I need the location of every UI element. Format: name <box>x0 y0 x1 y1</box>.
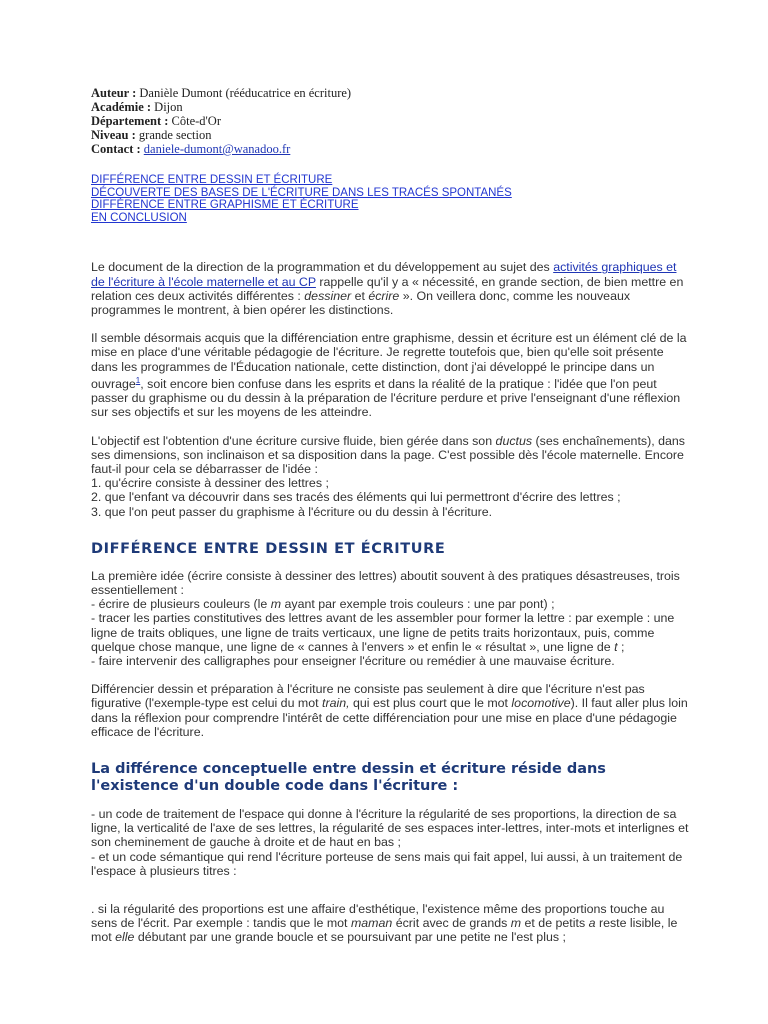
contact-line: Contact : daniele-dumont@wanadoo.fr <box>91 142 291 156</box>
document-metadata <box>91 86 691 156</box>
level-line: Niveau : grande section <box>91 128 212 142</box>
intro-paragraph-3: L'objectif est l'obtention d'une écriture cursive fluide, bien gérée dans son ductus (ses enchaînements), dans ses dimensions, son inclinaison et sa disposition dans la page. C'est possible dès l'école maternelle. Encore faut-il pour cela se débarrasser de l'idée : 1. qu'écrire consiste à dessiner des lettres ; 2. que l'enfant va découvrir dans ses tracés des éléments qui lui permettront d'écrire des lettres ; 3. que l'on peut passer du graphisme à l'écriture ou du dessin à l'écriture. <box>91 433 685 519</box>
footnote-link[interactable]: 1 <box>135 375 141 385</box>
toc-link-dessin-ecriture[interactable]: DIFFÉRENCE ENTRE DESSIN ET ÉCRITURE <box>91 174 333 186</box>
contact-email-link[interactable]: daniele-dumont@wanadoo.fr <box>143 142 291 156</box>
academy-line: Académie : Dijon <box>91 100 183 114</box>
toc-link-conclusion[interactable]: EN CONCLUSION <box>91 211 187 224</box>
list-item: 2. que l'enfant va découvrir dans ses tracés des éléments qui lui permettront d'écrire des lettres ; <box>91 490 621 505</box>
toc-link-decouverte[interactable]: DÉCOUVERTE DES BASES DE L'ÉCRITURE DANS LES TRACÉS SPONTANÉS <box>91 186 512 199</box>
subsection-heading-double-code: La différence conceptuelle entre dessin et écriture réside dans l'existence d'un double code dans l'écriture : <box>91 760 606 794</box>
section-heading-dessin-ecriture: DIFFÉRENCE ENTRE DESSIN ET ÉCRITURE <box>91 540 446 557</box>
author-line: Auteur : Danièle Dumont (rééducatrice en écriture) <box>91 86 352 100</box>
department-line: Département : Côte-d'Or <box>91 114 221 128</box>
toc-link-graphisme-ecriture[interactable]: DIFFÉRENCE ENTRE GRAPHISME ET ÉCRITURE <box>91 199 359 212</box>
table-of-contents <box>91 174 691 224</box>
section2-paragraph-1: - un code de traitement de l'espace qui donne à l'écriture la régularité de ses proportions, la direction de sa ligne, la verticalité de l'axe de ses lettres, la régularité de ses espaces inter-lettres, inter-mots et interlignes et son cheminement de gauche à droite et de haut en bas ; - et un code sémantique qui rend l'écriture porteuse de sens mais qui fait appel, lui aussi, à un traitement de l'espace à plusieurs titres : <box>91 806 689 878</box>
section1-paragraph-2: Différencier dessin et préparation à l'écriture ne consiste pas seulement à dire que l'écriture n'est pas figurative (l'exemple-type est celui du mot train, qui est plus court que le mot locomotive). Il faut aller plus loin dans la réflexion pour comprendre l'intérêt de cette différenciation pour une mise en place d'une pédagogie efficace de l'écriture. <box>91 682 688 739</box>
intro-paragraph-1: Le document de la direction de la programmation et du développement au sujet des activités graphiques et de l'écriture à l'école maternelle et au CP rappelle qu'il y a « nécessité, en grande section, de bien mettre en relation ces deux activités différentes : dessiner et écrire ». On veillera donc, comme les nouveaux programmes le montrent, à bien opérer les distinctions. <box>91 260 684 317</box>
list-item: 1. qu'écrire consiste à dessiner des lettres ; <box>91 476 329 491</box>
list-item: 3. que l'on peut passer du graphisme à l'écriture ou du dessin à l'écriture. <box>91 504 493 519</box>
activites-graphiques-link[interactable]: activités graphiques et de l'écriture à l'école maternelle et au CP <box>91 260 677 289</box>
intro-paragraph-2: Il semble désormais acquis que la différenciation entre graphisme, dessin et écriture est un élément clé de la mise en place d'une véritable pédagogie de l'écriture. Je regrette toutefois que, bien qu'elle soit présente dans les programmes de l'Éducation nationale, cette distinction, dont j'ai développé le principe dans un ouvrage$^1$, soit encore bien confuse dans les esprits et dans la réalité de la pratique : l'idée que l'on peut passer du graphisme ou du dessin à la préparation de l'écriture perdure et prive l'enseignant d'une réflexion sur ses objectifs et sur les moyens de les atteindre. <box>91 331 687 420</box>
section2-paragraph-2: . si la régularité des proportions est une affaire d'esthétique, l'existence même des proportions touche au sens de l'écrit. Par exemple : tandis que le mot maman écrit avec de grands m et de petits a reste lisible, le mot elle débutant par une grande boucle et se poursuivant par une petite ne l'est plus ; <box>91 902 678 945</box>
document-page <box>91 86 691 945</box>
section1-paragraph-1: La première idée (écrire consiste à dessiner des lettres) aboutit souvent à des pratiques désastreuses, trois essentiellement : - écrire de plusieurs couleurs (le m ayant par exemple trois couleurs : une par pont) ; - tracer les parties constitutives des lettres avant de les assembler pour former la lettre : par exemple : une ligne de traits obliques, une ligne de traits verticaux, une ligne de petits traits horizontaux, puis, comme quelque chose manque, une ligne de « cannes à l'envers » et enfin le « résultat », une ligne de t ; - faire intervenir des calligraphes pour enseigner l'écriture ou remédier à une mauvaise écriture. <box>91 568 680 668</box>
